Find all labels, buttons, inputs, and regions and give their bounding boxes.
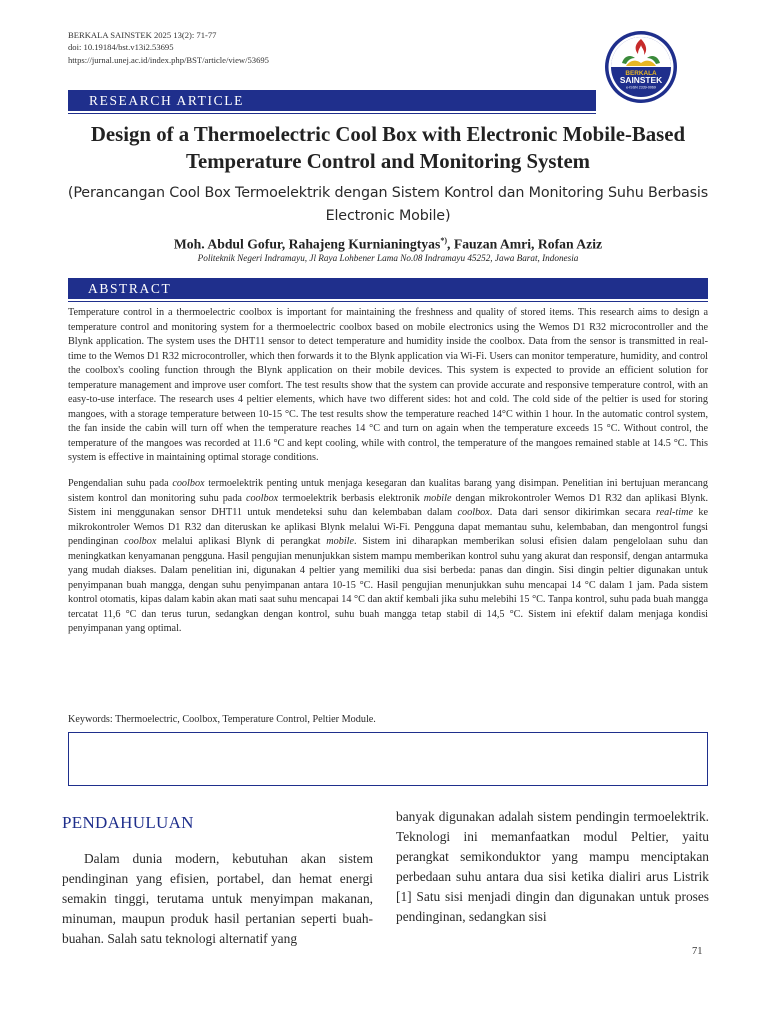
paper-title: Design of a Thermoelectric Cool Box with Electronic Mobile-Based Temperature Control and Monitoring System	[90, 123, 686, 173]
keywords: Keywords: Thermoelectric, Coolbox, Temperature Control, Peltier Module.	[68, 714, 376, 725]
section-heading: PENDAHULUAN	[62, 813, 194, 832]
page-number: 71	[692, 946, 703, 957]
abstract-text-run: ke mikrokontroler Wemos D1 R32 dan diteruskan ke aplikasi Blynk melalui Wi-Fi. Pengguna dapat memantau suhu, kelembaban, dan mengontrol fungsi pendinginan	[68, 507, 708, 548]
authors-main: Moh. Abdul Gofur, Rahajeng Kurnianingtyas	[173, 236, 441, 252]
italic-term: mobile	[423, 492, 452, 504]
italic-term: coolbox	[457, 507, 490, 519]
authors	[60, 236, 716, 253]
abstract-text-run: dengan mikrokontroler Wemos D1 R32 dan aplikasi Blynk. Sistem ini menggunakan sensor DHT11 untuk mendeteksi suhu dan kelembaban dalam	[68, 492, 709, 519]
journal-citation: BERKALA SAINSTEK 2025 13(2): 71-77	[68, 30, 217, 40]
abstract-english: Temperature control in a thermoelectric coolbox is important for maintaining the freshness and quality of stored items. This research aims to design a temperature control and monitoring system for a thermoelectric coolbox based on mobile electronics using the Wemos D1 R32 microcontroller and the Blynk application. The system uses the DHT11 sensor to detect temperature and humidity inside the coolbox. Data from the sensor is transmitted in real-time to the Wemos D1 R32 microcontroller, which then forwards it to the Blynk application via Wi-Fi. Users can monitor temperature, humidity, and control the coolbox's cooling function through the Blynk application on their mobile devices. This system is expected to provide an efficient solution for temperature management and improve user comfort. The test results show that the system can provide accurate and responsive temperature control, with an easy-to-use interface. The research uses 4 peltier elements, which have two different sides: hot and cold. The cold side of the peltier is used for storing mangoes, with a storage temperature between 10-15 °C. The test results show the temperature reached 14°C within 1 hour. In the automatic control system, the fan inside the cabin will turn off when the temperature reaches 14 °C and turn on again when the temperature exceeds 15 °C. Without control, the temperature of the mangoes was recorded at 11.6 °C and kept cooling, while with control, the temperature of the mangoes remained stable at 14.5 °C. This system is effective in maintaining optimal storage conditions.	[68, 307, 708, 464]
journal-doi: doi: 10.19184/bst.v13i2.53695	[68, 42, 174, 53]
paper-subtitle: (Perancangan Cool Box Termoelektrik dengan Sistem Kontrol dan Monitoring Suhu Berbasis Electronic Mobile)	[67, 185, 709, 224]
abstract-heading	[68, 278, 708, 299]
affiliation: Politeknik Negeri Indramayu, Jl Raya Lohbener Lama No.08 Indramayu 45252, Jawa Barat, Indonesia	[197, 253, 579, 263]
badge-label: RESEARCH ARTICLE	[89, 93, 244, 108]
authors-rest: , Fauzan Amri, Rofan Aziz	[447, 236, 603, 252]
italic-term: mobile	[326, 536, 355, 548]
abstract-indonesian	[68, 477, 708, 637]
abstract-text-run: termoelektrik penting untuk menjaga kesegaran dan kualitas barang yang disimpan. Penelitian ini bertujuan merancang sistem kontrol dan monitoring suhu pada	[68, 478, 708, 504]
italic-term: coolbox	[245, 492, 279, 504]
italic-term: coolbox	[172, 478, 205, 490]
logo-issn: e-ISSN 2339-0069	[626, 85, 656, 90]
italic-term: real-time	[656, 507, 693, 519]
journal-url[interactable]: https://jurnal.unej.ac.id/index.php/BST/article/view/53695	[68, 54, 269, 65]
abstract-body	[68, 306, 708, 637]
badge-divider	[68, 113, 596, 115]
intro-left-column: Dalam dunia modern, kebutuhan akan sistem pendinginan yang efisien, portabel, dan hemat energi semakin tinggi, terutama untuk menyimpan makanan, minuman, maupun produk hasil pertanian seperti buah-buahan. Salah satu teknologi alternatif yang	[62, 851, 373, 946]
logo-text-top: BERKALA	[625, 70, 657, 77]
abstract-text-run: . Data dari sensor dikirimkan secara	[489, 507, 656, 519]
logo-text-main: SAINSTEK	[619, 75, 663, 85]
journal-logo	[604, 30, 678, 104]
research-article-badge	[68, 90, 596, 111]
abstract-label: ABSTRACT	[88, 281, 172, 296]
intro-right-column: banyak digunakan adalah sistem pendingin termoelektrik. Teknologi ini memanfaatkan modul Peltier, yaitu perangkat semikonduktor yang mampu menciptakan perbedaan suhu antara dua sisi ketika dialiri arus Listrik [1] Satu sisi menjadi dingin dan digunakan untuk proses pendinginan, sedangkan sisi	[396, 809, 709, 924]
corresponding-mark: *)	[440, 236, 447, 245]
abstract-text-run: Pengendalian suhu pada	[68, 478, 173, 490]
abstract-text-run: termoelektrik berbasis elektronik	[278, 492, 424, 504]
abstract-text-run: melalui aplikasi Blynk di perangkat	[156, 536, 327, 548]
journal-info	[68, 29, 269, 66]
empty-bordered-box	[68, 732, 708, 786]
abstract-divider	[68, 301, 708, 303]
abstract-text-run: . Sistem ini diharapkan memberikan solusi efisien dalam pengelolaan suhu dan meningkatkan kenyamanan pengguna. Hasil pengujian menunjukkan sistem mampu memberikan kontrol suhu yang akurat dan responsif, dengan antarmuka yang mudah diakses. Dalam penelitian ini, digunakan 4 peltier yang memiliki dua sisi berbeda: panas dan dingin. Sisi dingin peltier digunakan untuk penyimpanan buah mangga, dengan suhu penyimpanan antara 10-15 °C. Hasil pengujian menunjukkan suhu mencapai 14 °C dalam 1 jam. Pada sistem kontrol otomatis, kipas dalam kabin akan mati saat suhu mencapai 14 °C dan aktif kembali jika suhu melebihi 15 °C. Tanpa kontrol, suhu pada buah mangga tercatat 11,6 °C dan terus turun, sedangkan dengan kontrol, suhu buah mangga tetap stabil di 14,5 °C. Sistem ini efektif dalam menjaga kondisi penyimpanan yang optimal.	[68, 536, 708, 635]
italic-term: coolbox	[124, 536, 157, 548]
